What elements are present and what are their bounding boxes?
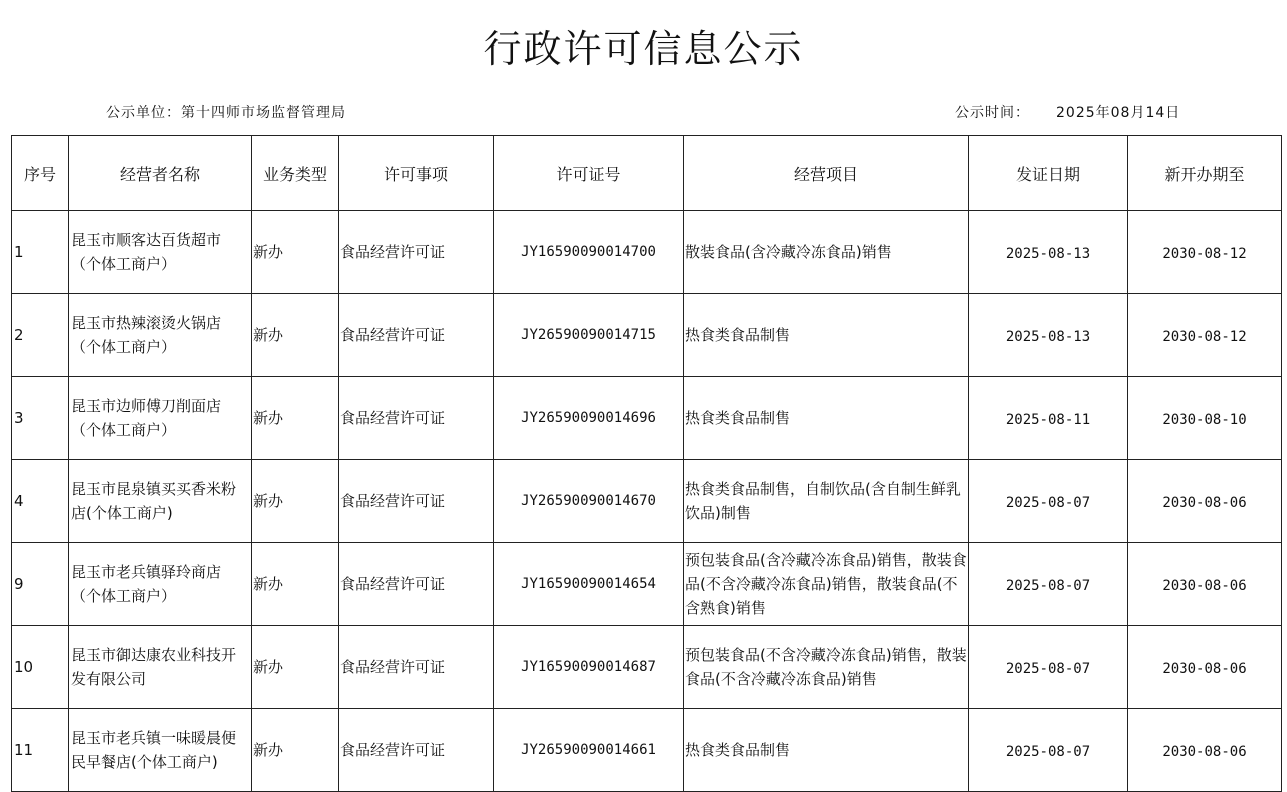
header-license: 许可证号 (494, 136, 684, 211)
cell-issue-date: 2025-08-13 (969, 211, 1128, 294)
cell-business-type: 新办 (252, 626, 339, 709)
header-item: 许可事项 (339, 136, 494, 211)
cell-business-scope: 热食类食品制售 (684, 294, 969, 377)
cell-seq: 2 (12, 294, 69, 377)
table-row (12, 543, 1282, 626)
header-issue-date: 发证日期 (969, 136, 1128, 211)
cell-business-scope: 热食类食品制售 (684, 377, 969, 460)
header-name: 经营者名称 (69, 136, 252, 211)
header-scope: 经营项目 (684, 136, 969, 211)
cell-business-type: 新办 (252, 460, 339, 543)
cell-operator-name: 昆玉市热辣滚烫火锅店（个体工商户） (69, 294, 252, 377)
cell-seq: 4 (12, 460, 69, 543)
cell-operator-name: 昆玉市顺客达百货超市（个体工商户） (69, 211, 252, 294)
cell-permit-item: 食品经营许可证 (339, 626, 494, 709)
cell-license-number: JY26590090014661 (494, 709, 684, 792)
publish-time-label: 公示时间： (955, 105, 1030, 121)
table-row (12, 377, 1282, 460)
permit-table (11, 135, 1282, 792)
cell-seq: 3 (12, 377, 69, 460)
cell-license-number: JY26590090014715 (494, 294, 684, 377)
cell-valid-until: 2030-08-06 (1128, 626, 1282, 709)
table-header-row (12, 136, 1282, 211)
cell-permit-item: 食品经营许可证 (339, 294, 494, 377)
cell-business-type: 新办 (252, 543, 339, 626)
cell-permit-item: 食品经营许可证 (339, 211, 494, 294)
table-row (12, 626, 1282, 709)
cell-business-type: 新办 (252, 294, 339, 377)
cell-seq: 10 (12, 626, 69, 709)
cell-business-type: 新办 (252, 211, 339, 294)
cell-operator-name: 昆玉市老兵镇一味暖晨便民早餐店(个体工商户) (69, 709, 252, 792)
cell-license-number: JY26590090014670 (494, 460, 684, 543)
cell-permit-item: 食品经营许可证 (339, 460, 494, 543)
cell-permit-item: 食品经营许可证 (339, 543, 494, 626)
publish-date: 2025年08月14日 (1056, 105, 1181, 121)
cell-license-number: JY16590090014654 (494, 543, 684, 626)
header-valid-until: 新开办期至 (1128, 136, 1282, 211)
publisher-label: 公示单位：第十四师市场监督管理局 (106, 105, 346, 121)
cell-valid-until: 2030-08-06 (1128, 709, 1282, 792)
cell-permit-item: 食品经营许可证 (339, 377, 494, 460)
cell-valid-until: 2030-08-06 (1128, 543, 1282, 626)
cell-issue-date: 2025-08-13 (969, 294, 1128, 377)
cell-issue-date: 2025-08-11 (969, 377, 1128, 460)
header-seq: 序号 (12, 136, 69, 211)
cell-seq: 11 (12, 709, 69, 792)
cell-operator-name: 昆玉市老兵镇驿玲商店（个体工商户） (69, 543, 252, 626)
page-title: 行政许可信息公示 (483, 27, 804, 71)
cell-issue-date: 2025-08-07 (969, 460, 1128, 543)
cell-seq: 1 (12, 211, 69, 294)
cell-operator-name: 昆玉市昆泉镇买买香米粉店(个体工商户) (69, 460, 252, 543)
publish-time (955, 102, 1180, 122)
table-row (12, 211, 1282, 294)
cell-business-scope: 预包装食品(含冷藏冷冻食品)销售，散装食品(不含冷藏冷冻食品)销售，散装食品(不含熟食)销售 (684, 543, 969, 626)
cell-issue-date: 2025-08-07 (969, 709, 1128, 792)
table-row (12, 460, 1282, 543)
cell-operator-name: 昆玉市御达康农业科技开发有限公司 (69, 626, 252, 709)
cell-valid-until: 2030-08-10 (1128, 377, 1282, 460)
header-type: 业务类型 (252, 136, 339, 211)
cell-valid-until: 2030-08-12 (1128, 294, 1282, 377)
cell-license-number: JY16590090014700 (494, 211, 684, 294)
table-row (12, 294, 1282, 377)
cell-business-type: 新办 (252, 377, 339, 460)
cell-license-number: JY16590090014687 (494, 626, 684, 709)
cell-business-scope: 热食类食品制售，自制饮品(含自制生鲜乳饮品)制售 (684, 460, 969, 543)
cell-valid-until: 2030-08-12 (1128, 211, 1282, 294)
cell-business-scope: 散装食品(含冷藏冷冻食品)销售 (684, 211, 969, 294)
cell-issue-date: 2025-08-07 (969, 543, 1128, 626)
cell-license-number: JY26590090014696 (494, 377, 684, 460)
cell-operator-name: 昆玉市边师傅刀削面店（个体工商户） (69, 377, 252, 460)
cell-business-scope: 热食类食品制售 (684, 709, 969, 792)
cell-seq: 9 (12, 543, 69, 626)
cell-business-type: 新办 (252, 709, 339, 792)
cell-issue-date: 2025-08-07 (969, 626, 1128, 709)
cell-permit-item: 食品经营许可证 (339, 709, 494, 792)
cell-valid-until: 2030-08-06 (1128, 460, 1282, 543)
cell-business-scope: 预包装食品(不含冷藏冷冻食品)销售，散装食品(不含冷藏冷冻食品)销售 (684, 626, 969, 709)
table-row (12, 709, 1282, 792)
